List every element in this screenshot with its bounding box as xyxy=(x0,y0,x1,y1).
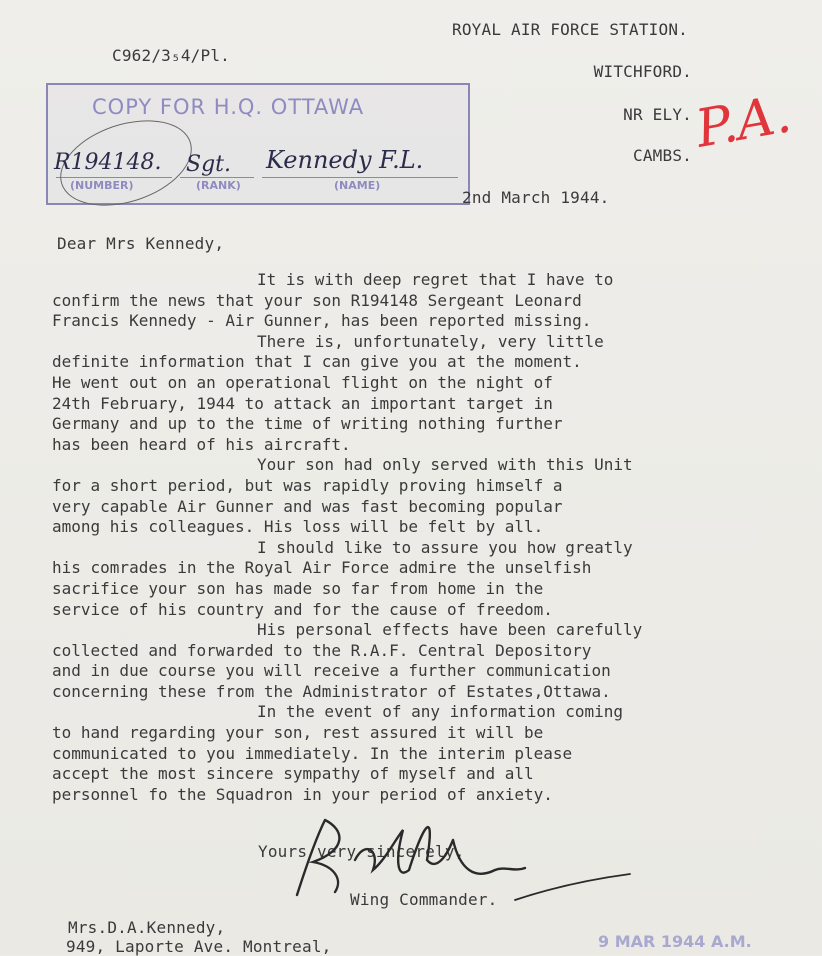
letter-line: confirm the news that your son R194148 Sergeant Leonard xyxy=(52,290,582,310)
letter-line: and in due course you will receive a further communication xyxy=(52,661,611,681)
stamp-number-caption: (NUMBER) xyxy=(70,179,134,192)
letter-line: There is, unfortunately, very little xyxy=(257,331,604,351)
letter-line: Francis Kennedy - Air Gunner, has been reported missing. xyxy=(52,311,592,331)
address-line-town: WITCHFORD. xyxy=(593,62,692,81)
reference-number: C962/3₅4/Pl. xyxy=(112,46,230,65)
letter-line: has been heard of his aircraft. xyxy=(52,434,351,454)
handwritten-service-number: R194148. xyxy=(54,150,162,175)
stamp-rank-line xyxy=(180,177,254,178)
letter-body xyxy=(52,270,802,805)
letter-line: communicated to you immediately. In the interim please xyxy=(52,743,573,763)
signatory-title: Wing Commander. xyxy=(350,890,498,909)
handwritten-rank: Sgt. xyxy=(186,152,231,177)
letter-line: He went out on an operational flight on the night of xyxy=(52,372,553,392)
letter-line: very capable Air Gunner and was fast becoming popular xyxy=(52,496,563,516)
letter-line: personnel fo the Squadron in your period of anxiety. xyxy=(52,784,553,804)
address-line-station: ROYAL AIR FORCE STATION. xyxy=(452,20,688,39)
letter-line: sacrifice your son has made so far from home in the xyxy=(52,578,544,598)
letter-line: Your son had only served with this Unit xyxy=(257,455,633,475)
recipient-name: Mrs.D.A.Kennedy, xyxy=(68,918,226,937)
letter-date: 2nd March 1944. xyxy=(462,188,610,207)
letter-line: 24th February, 1944 to attack an important target in xyxy=(52,393,553,413)
stamp-name-line xyxy=(262,177,458,178)
letter-line: among his colleagues. His loss will be felt by all. xyxy=(52,517,544,537)
stamp-title: COPY FOR H.Q. OTTAWA xyxy=(92,95,365,119)
recipient-address: 949, Laporte Ave. Montreal, xyxy=(66,937,332,956)
letter-line: collected and forwarded to the R.A.F. Central Depository xyxy=(52,640,592,660)
closing: Yours very sincerely, xyxy=(258,842,465,861)
letter-line: his comrades in the Royal Air Force admire the unselfish xyxy=(52,558,592,578)
letter-line: for a short period, but was rapidly proving himself a xyxy=(52,475,563,495)
address-line-region: NR ELY. xyxy=(623,105,692,124)
letter-line: definite information that I can give you at the moment. xyxy=(52,352,582,372)
letter-line: concerning these from the Administrator of Estates,Ottawa. xyxy=(52,681,611,701)
letter-line: It is with deep regret that I have to xyxy=(257,270,614,289)
letter-line: Germany and up to the time of writing nothing further xyxy=(52,414,563,434)
letter-line: His personal effects have been carefully xyxy=(257,620,643,640)
letter-line: I should like to assure you how greatly xyxy=(257,537,633,557)
letter-line: In the event of any information coming xyxy=(257,702,624,722)
stamp-rank-caption: (RANK) xyxy=(196,179,241,192)
salutation: Dear Mrs Kennedy, xyxy=(57,234,225,253)
received-date-stamp: 9 MAR 1944 A.M. xyxy=(598,932,752,951)
letter-line: service of his country and for the cause of freedom. xyxy=(52,599,553,619)
letter-line: accept the most sincere sympathy of myself and all xyxy=(52,764,534,784)
handwritten-initials: P.A. xyxy=(691,84,796,160)
stamp-name-caption: (NAME) xyxy=(334,179,381,192)
address-line-county: CAMBS. xyxy=(633,146,692,165)
letter-line: to hand regarding your son, rest assured it will be xyxy=(52,723,544,743)
handwritten-name: Kennedy F.L. xyxy=(266,146,424,174)
